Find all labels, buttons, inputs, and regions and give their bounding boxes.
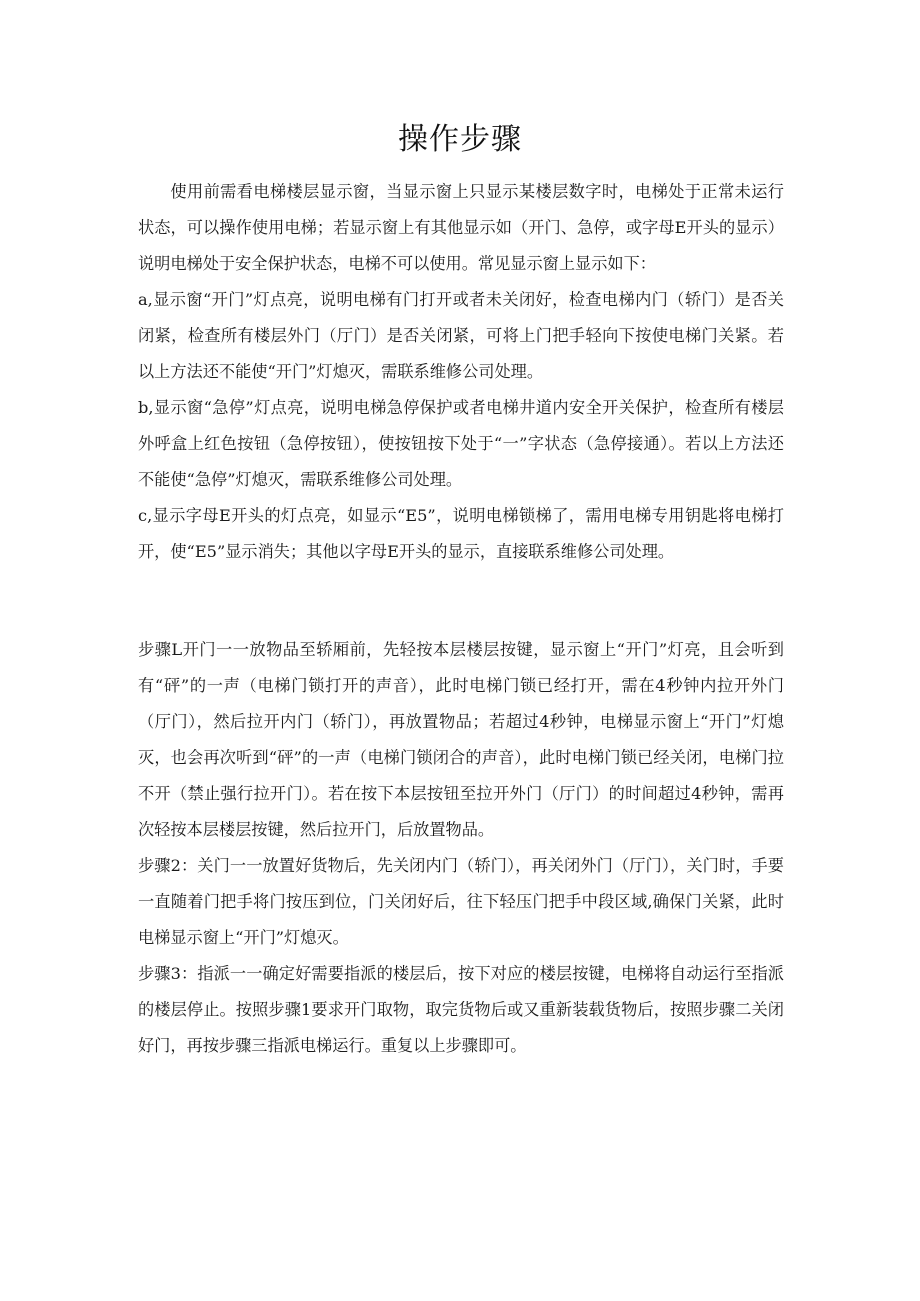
item-a-paragraph: a,显示窗“开门”灯点亮，说明电梯有门打开或者未关闭好，检查电梯内门（轿门）是否关闭紧，检查所有楼层外门（厅门）是否关闭紧，可将上门把手轻向下按使电梯门关紧。若以上方法还不能使“开门”灯熄灭，需联系维修公司处理。 — [138, 290, 784, 381]
page-title: 操作步骤 — [398, 122, 522, 157]
steps-section — [138, 632, 784, 1064]
item-c-paragraph: c,显示字母E开头的灯点亮，如显示“E5”，说明电梯锁梯了，需用电梯专用钥匙将电梯打开，使“E5”显示消失；其他以字母E开头的显示，直接联系维修公司处理。 — [138, 506, 784, 561]
item-b-paragraph: b,显示窗“急停”灯点亮，说明电梯急停保护或者电梯井道内安全开关保护，检查所有楼层外呼盒上红色按钮（急停按钮），使按钮按下处于“一”字状态（急停接通）。若以上方法还不能使“急停”灯熄灭，需联系维修公司处理。 — [138, 398, 784, 489]
step-1-paragraph: 步骤L开门一一放物品至轿厢前，先轻按本层楼层按键，显示窗上“开门”灯亮，且会听到有“砰”的一声（电梯门锁打开的声音），此时电梯门锁已经打开，需在4秒钟内拉开外门（厅门），然后拉开内门（轿门），再放置物品；若超过4秒钟，电梯显示窗上“开门”灯熄灭，也会再次听到“砰”的一声（电梯门锁闭合的声音），此时电梯门锁已经关闭，电梯门拉不开（禁止强行拉开门）。若在按下本层按钮至拉开外门（厅门）的时间超过4秒钟，需再次轻按本层楼层按键，然后拉开门，后放置物品。 — [138, 640, 784, 839]
intro-section — [138, 174, 784, 570]
step-3-paragraph: 步骤3：指派一一确定好需要指派的楼层后，按下对应的楼层按键，电梯将自动运行至指派的楼层停止。按照步骤1要求开门取物，取完货物后或又重新装载货物后，按照步骤二关闭好门，再按步骤三指派电梯运行。重复以上步骤即可。 — [138, 964, 784, 1055]
step-2-paragraph: 步骤2：关门一一放置好货物后，先关闭内门（轿门），再关闭外门（厅门），关门时，手要一直随着门把手将门按压到位，门关闭好后，往下轻压门把手中段区域,确保门关紧，此时电梯显示窗上“开门”灯熄灭。 — [138, 856, 784, 947]
intro-paragraph: 使用前需看电梯楼层显示窗，当显示窗上只显示某楼层数字时，电梯处于正常未运行状态，可以操作使用电梯；若显示窗上有其他显示如（开门、急停，或字母E开头的显示）说明电梯处于安全保护状态，电梯不可以使用。常见显示窗上显示如下： — [138, 182, 784, 273]
